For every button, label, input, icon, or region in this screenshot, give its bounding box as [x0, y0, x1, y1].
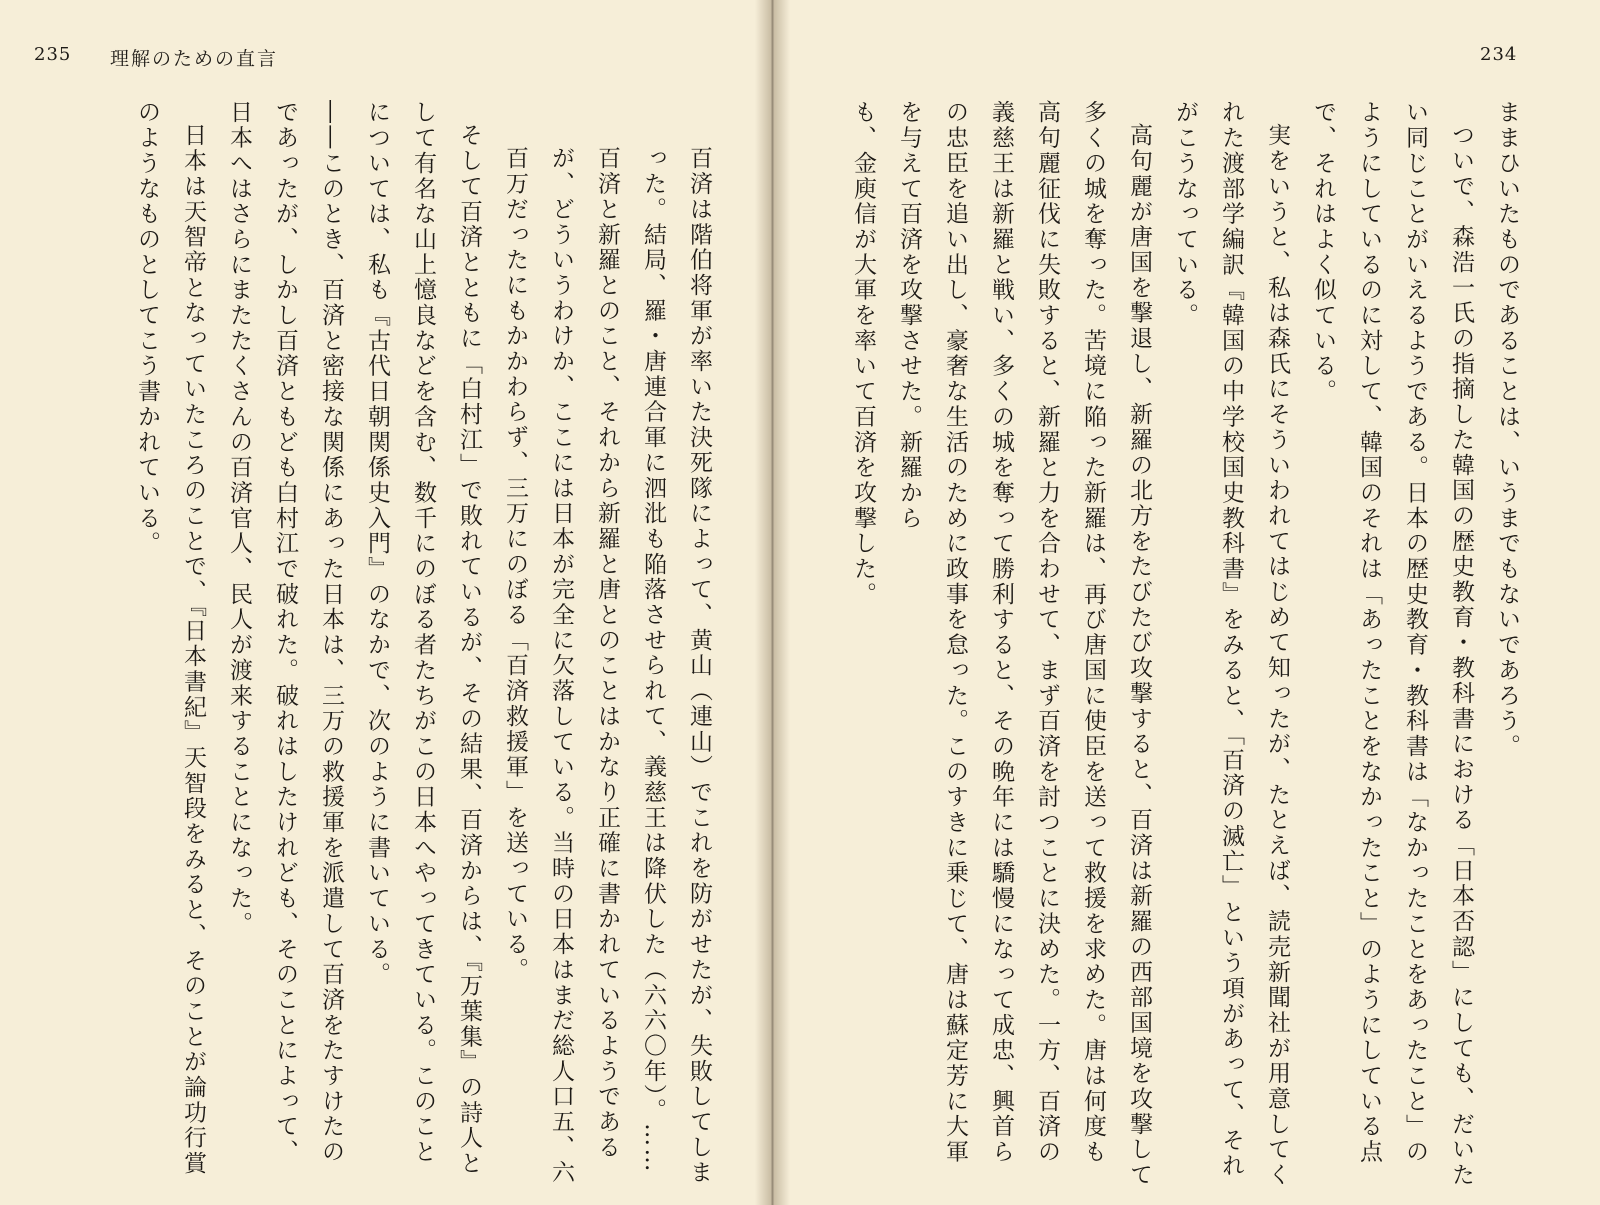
paragraph: ついで、森浩一氏の指摘した韓国の歴史教育・教科書における「日本否認」にしても、だいたい同じことがいえるようである。日本の歴史教育・教科書は「なかったことをあったこと」のようにしているのに対して、韓国のそれは「あったことをなかったこと」のようにしている点で、それはよく似ている。	[1310, 100, 1474, 1188]
left-page-text	[22, 100, 722, 1190]
paragraph: ままひいたものであることは、いうまでもないであろう。	[1494, 100, 1520, 760]
paragraph-quote-2: 百済と新羅とのこと、それから新羅と唐とのことはかなり正確に書かれているようであるが、どういうわけか、ここには日本が完全に欠落している。当時の日本はまだ総人口五、六百万だったにもかかわらず、三万にのぼる「百済救援軍」を送っている。	[502, 146, 620, 1186]
page-number-right: 234	[1480, 44, 1518, 65]
paragraph: も、金庾信が大軍を率いて百済を攻撃した。	[850, 100, 876, 607]
page-number-left: 235	[34, 44, 72, 65]
paragraph-quote-1: 百済は階伯将軍が率いた決死隊によって、黄山（連山）でこれを防がせたが、失敗してしまった。結局、羅・唐連合軍に泗沘も陥落させられて、義慈王は降伏した（六六〇年）。……	[640, 146, 712, 1186]
paragraph: 実をいうと、私は森氏にそういわれてはじめて知ったが、たとえば、読売新聞社が用意してくれた渡部学編訳『韓国の中学校国史教科書』をみると、「百済の滅亡」という項があって、それがこうなっている。	[1172, 100, 1290, 1188]
right-page-text	[810, 100, 1530, 1190]
paragraph: ――このとき、百済と密接な関係にあった日本は、三万の救援軍を派遣して百済をたすけたのであったが、しかし百済ともども白村江で破れた。破れはしたけれども、そのことによって、日本へはさらにまたたくさんの百済官人、民人が渡来することになった。	[226, 100, 344, 1165]
book-gutter	[755, 0, 790, 1205]
paragraph: 高句麗が唐国を撃退し、新羅の北方をたびたび攻撃すると、百済は新羅の西部国境を攻撃して多くの城を奪った。苦境に陥った新羅は、再び唐国に使臣を送って救援を求めた。唐は何度も高句麗征伐に失敗すると、新羅と力を合わせて、まず百済を討つことに決めた。一方、百済の義慈王は新羅と戦い、多くの城を奪って勝利すると、その晩年には驕慢になって成忠、興首らの忠臣を追い出し、豪奢な生活のために政事を怠った。このすきに乗じて、唐は蘇定芳に大軍を与えて百済を攻撃させた。新羅から	[896, 100, 1152, 1188]
running-title: 理解のための直言	[110, 48, 279, 70]
paragraph: 日本は天智帝となっていたころのことで、『日本書紀』天智段をみると、そのことが論功行賞のようなものとしてこう書かれている。	[134, 100, 206, 1177]
paragraph: そして百済とともに「白村江」で敗れているが、その結果、百済からは、『万葉集』の詩人として有名な山上憶良などを含む、数千にのぼる者たちがこの日本へやってきている。このことについては、私も『古代日朝関係史入門』のなかで、次のように書いている。	[364, 100, 482, 1177]
